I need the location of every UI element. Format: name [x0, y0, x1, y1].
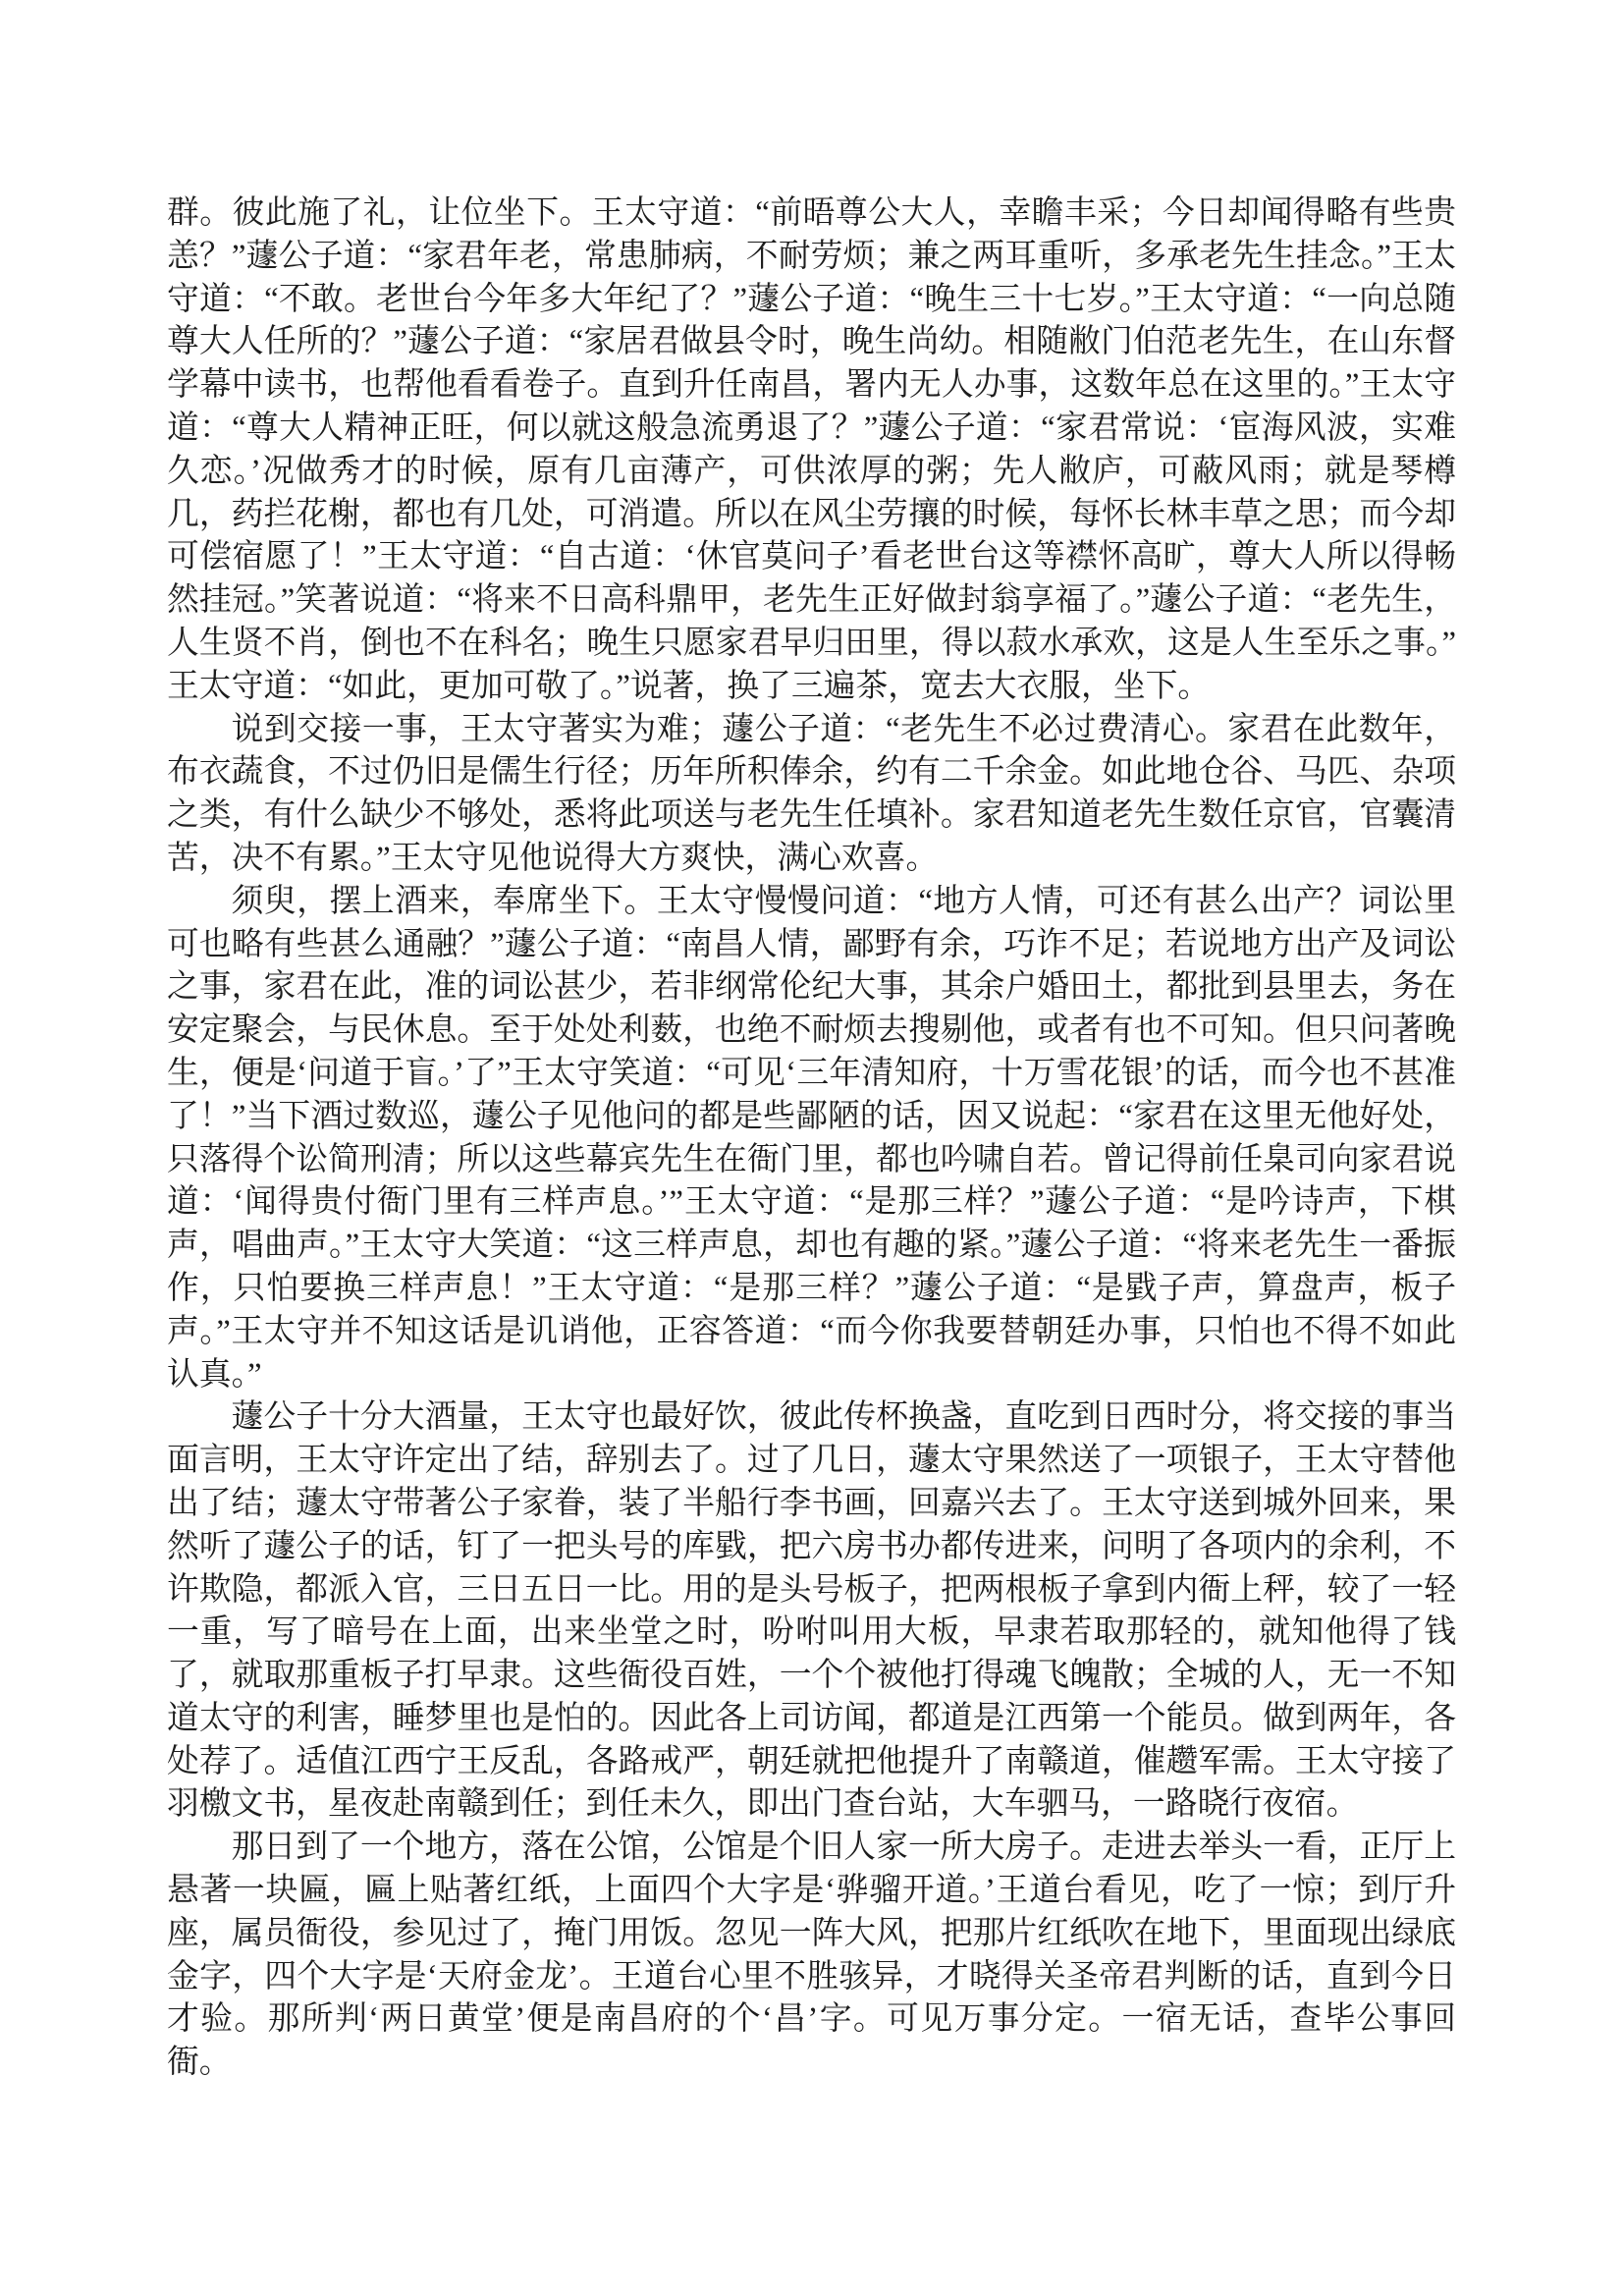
- paragraph-4: 蘧公子十分大酒量，王太守也最好饮，彼此传杯换盏，直吃到日西时分，将交接的事当面言明，王太守许定出了结，辞别去了。过了几日，蘧太守果然送了一项银子，王太守替他出了结；蘧太守带著公子家眷，装了半船行李书画，回嘉兴去了。王太守送到城外回来，果然听了蘧公子的话，钉了一把头号的库戥，把六房书办都传进来，问明了各项内的余利，不许欺隐，都派入官，三日五日一比。用的是头号板子，把两根板子拿到内衙上秤，较了一轻一重，写了暗号在上面，出来坐堂之时，吩咐叫用大板，早隶若取那轻的，就知他得了钱了，就取那重板子打早隶。这些衙役百姓，一个个被他打得魂飞魄散；全城的人，无一不知道太守的利害，睡梦里也是怕的。因此各上司访闻，都道是江西第一个能员。做到两年，各处荐了。适值江西宁王反乱，各路戒严，朝廷就把他提升了南赣道，催趱军需。王太守接了羽檄文书，星夜赴南赣到任；到任未久，即出门查台站，大车驷马，一路晓行夜宿。: [167, 1399, 1456, 1823]
- paragraph-continuation: 群。彼此施了礼，让位坐下。王太守道：“前晤尊公大人，幸瞻丰采；今日却闻得略有些贵恙？”蘧公子道：“家君年老，常患肺病，不耐劳烦；兼之两耳重听，多承老先生挂念。”王太守道：“不敢。老世台今年多大年纪了？”蘧公子道：“晚生三十七岁。”王太守道：“一向总随尊大人任所的？”蘧公子道：“家居君做县令时，晚生尚幼。相随敝门伯范老先生，在山东督学幕中读书，也帮他看看卷子。直到升任南昌，署内无人办事，这数年总在这里的。”王太守道：“尊大人精神正旺，何以就这般急流勇退了？”蘧公子道：“家君常说：‘宦海风波，实难久恋。’况做秀才的时候，原有几亩薄产，可供浓厚的粥；先人敝庐，可蔽风雨；就是琴樽几，药拦花榭，都也有几处，可消遣。所以在风尘劳攘的时候，每怀长林丰草之思；而今却可偿宿愿了！”王太守道：“自古道：‘休官莫问子’看老世台这等襟怀高旷，尊大人所以得畅然挂冠。”笑著说道：“将来不日高科鼎甲，老先生正好做封翁享福了。”蘧公子道：“老先生，人生贤不肖，倒也不在科名；晚生只愿家君早归田里，得以菽水承欢，这是人生至乐之事。”王太守道：“如此，更加可敬了。”说著，换了三遍茶，宽去大衣服，坐下。: [167, 195, 1456, 704]
- document-text-block: [167, 192, 1456, 2085]
- paragraph-3: 须臾，摆上酒来，奉席坐下。王太守慢慢问道：“地方人情，可还有甚么出产？词讼里可也略有些甚么通融？”蘧公子道：“南昌人情，鄙野有余，巧诈不足；若说地方出产及词讼之事，家君在此，准的词讼甚少，若非纲常伦纪大事，其余户婚田土，都批到县里去，务在安定聚会，与民休息。至于处处利薮，也绝不耐烦去搜剔他，或者有也不可知。但只问著晚生，便是‘问道于盲。’了”王太守笑道：“可见‘三年清知府，十万雪花银’的话，而今也不甚准了！”当下酒过数巡，蘧公子见他问的都是些鄙陋的话，因又说起：“家君在这里无他好处，只落得个讼简刑清；所以这些幕宾先生在衙门里，都也吟啸自若。曾记得前任臬司向家君说道：‘闻得贵付衙门里有三样声息。’”王太守道：“是那三样？”蘧公子道：“是吟诗声，下棋声，唱曲声。”王太守大笑道：“这三样声息，却也有趣的紧。”蘧公子道：“将来老先生一番振作，只怕要换三样声息！”王太守道：“是那三样？”蘧公子道：“是戥子声，算盘声，板子声。”王太守并不知这话是讥诮他，正容答道：“而今你我要替朝廷办事，只怕也不得不如此认真。”: [167, 883, 1456, 1393]
- paragraph-2: 说到交接一事，王太守著实为难；蘧公子道：“老先生不必过费清心。家君在此数年，布衣蔬食，不过仍旧是儒生行径；历年所积俸余，约有二千余金。如此地仓谷、马匹、杂项之类，有什么缺少不够处，悉将此项送与老先生任填补。家君知道老先生数任京官，官囊清苦，决不有累。”王太守见他说得大方爽快，满心欢喜。: [167, 711, 1456, 876]
- paragraph-5: 那日到了一个地方，落在公馆，公馆是个旧人家一所大房子。走进去举头一看，正厅上悬著一块匾，匾上贴著红纸，上面四个大字是‘骅骝开道。’王道台看见，吃了一惊；到厅升座，属员衙役，参见过了，掩门用饭。忽见一阵大风，把那片红纸吹在地下，里面现出绿底金字，四个大字是‘天府金龙’。王道台心里不胜骇异，才晓得关圣帝君判断的话，直到今日才验。那所判‘两日黄堂’便是南昌府的个‘昌’字。可见万事分定。一宿无话，查毕公事回衙。: [167, 1830, 1456, 2081]
